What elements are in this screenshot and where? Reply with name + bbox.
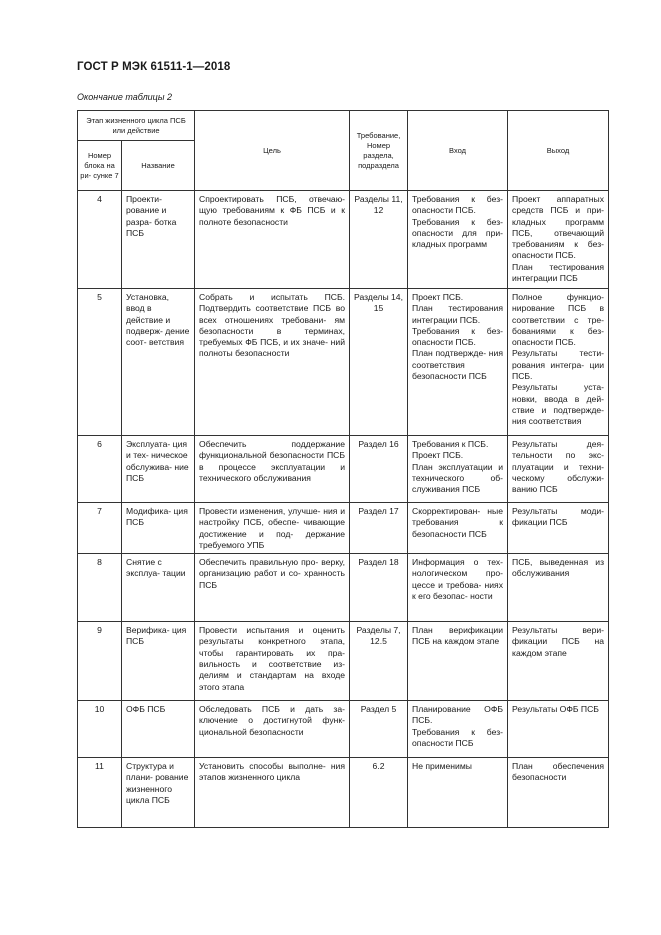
cell-input-line: Проект ПСБ. [412,450,464,461]
cell-requirement: Раздел 5 [350,701,408,758]
cell-goal: Спроектировать ПСБ, отвечаю- щую требованиям к ФБ ПСБ и к полноте безопасности [195,191,350,289]
cell-input [408,622,508,701]
table-row [78,191,609,289]
cell-output [508,758,609,828]
cell-output-line: Результаты тести- рования интегра- ции ПСБ. [512,348,605,382]
cell-output [508,503,609,554]
cell-goal: Обеспечить поддержание функциональной безопасности ПСБ в процессе эксплуатации и технического обслуживания [195,436,350,503]
cell-name: Модифика- ция ПСБ [122,503,195,554]
cell-name: ОФБ ПСБ [122,701,195,758]
cell-number: 5 [78,289,122,436]
cell-output-line: Результаты вери- фикации ПСБ на каждом этапе [512,625,605,658]
cell-output-line: Результаты моди- фикации ПСБ [512,506,605,528]
cell-output-line: Результаты ОФБ ПСБ [512,704,599,715]
table-row [78,554,609,622]
cell-output-line: Полное функцио- нирование ПСБ в соответствии с тре- бованиями к без- опасности ПСБ. [512,292,605,348]
header-name: Название [122,141,195,191]
cell-input-line: Не применимы [412,761,472,772]
cell-name: Снятие с эксплуа- тации [122,554,195,622]
cell-output [508,191,609,289]
cell-goal: Провести изменения, улучше- ния и настройку ПСБ, обеспе- чивающие достижение и под- держание требуемого УПБ [195,503,350,554]
cell-output-line: План обеспечения безопасности [512,761,605,783]
header-output: Выход [508,111,609,191]
cell-requirement: 6.2 [350,758,408,828]
lifecycle-table [77,110,609,828]
cell-input [408,701,508,758]
cell-input-line: Планирование ОФБ ПСБ. [412,704,504,726]
cell-output [508,622,609,701]
header-number: Номер блока на ри- сунке 7 [78,141,122,191]
cell-name: Структура и плани- рование жизненного цикла ПСБ [122,758,195,828]
cell-input-line: План тестирования интеграции ПСБ. [412,303,504,325]
cell-goal: Провести испытания и оценить результаты конкретного этапа, чтобы гарантировать их пра- вильность и соответствие из- делиям и стандартам на входе этого этапа [195,622,350,701]
cell-input [408,758,508,828]
cell-number: 9 [78,622,122,701]
cell-goal: Собрать и испытать ПСБ. Подтвердить соответствие ПСБ во всех отношениях требовани- ям безопасности в терминах, требуемых ФБ ПСБ, и их значе- ний полноты безопасности [195,289,350,436]
cell-goal: Установить способы выполне- ния этапов жизненного цикла [195,758,350,828]
cell-number: 6 [78,436,122,503]
cell-number: 8 [78,554,122,622]
cell-output [508,289,609,436]
cell-name: Эксплуата- ция и тех- ническое обслужива- ние ПСБ [122,436,195,503]
cell-goal: Обеспечить правильную про- верку, организацию работ и со- хранность ПСБ [195,554,350,622]
cell-input-line: Требования к без- опасности ПСБ [412,726,504,749]
cell-name: Верифика- ция ПСБ [122,622,195,701]
cell-input [408,554,508,622]
cell-input [408,191,508,289]
cell-output-line: Результаты дея- тельности по экс- плуатации и техни- ческому обслужи- ванию ПСБ [512,439,605,495]
cell-input [408,289,508,436]
cell-requirement: Раздел 17 [350,503,408,554]
cell-number: 11 [78,758,122,828]
cell-requirement: Раздел 18 [350,554,408,622]
cell-input [408,503,508,554]
cell-output-line: ПСБ, выведенная из обслуживания [512,557,605,579]
cell-requirement: Разделы 7, 12.5 [350,622,408,701]
cell-output-line: План тестирования интеграции ПСБ [512,261,605,284]
cell-name: Проекти- рование и разра- ботка ПСБ [122,191,195,289]
cell-input [408,436,508,503]
table-row [78,436,609,503]
header-input: Вход [408,111,508,191]
cell-input-line: Скорректирован- ные требования к безопасности ПСБ [412,506,504,539]
cell-input-line: Требования к без- опасности ПСБ. [412,194,504,216]
cell-input-line: Требования к без- опасности для при- кладных программ [412,216,504,250]
cell-number: 4 [78,191,122,289]
cell-goal: Обследовать ПСБ и дать за- ключение о достигнутой функ- циональной безопасности [195,701,350,758]
cell-input-line: Требования к ПСБ. [412,439,489,449]
cell-input-line: План верификации ПСБ на каждом этапе [412,625,504,647]
header-goal: Цель [195,111,350,191]
table-row [78,289,609,436]
table-row [78,503,609,554]
cell-input-line: План подтвержде- ния соответствия безопасности ПСБ [412,348,504,382]
header-requirement: Требование, Номер раздела, подраздела [350,111,408,191]
cell-requirement: Разделы 14, 15 [350,289,408,436]
cell-output [508,701,609,758]
cell-requirement: Разделы 11, 12 [350,191,408,289]
table-caption: Окончание таблицы 2 [77,92,172,102]
cell-output [508,554,609,622]
cell-name: Установка, ввод в действие и подверж- дение соот- ветствия [122,289,195,436]
cell-output-line: Проект аппаратных средств ПСБ и при- кладных программ ПСБ, отвечающий требованиям к без- опасности ПСБ. [512,194,605,261]
header-stage-group: Этап жизненного цикла ПСБ или действие [78,111,195,141]
cell-input-line: Информация о тех- нологическом про- цессе и требова- ниях к его безопас- ности [412,557,504,602]
cell-output [508,436,609,503]
document-title: ГОСТ Р МЭК 61511-1—2018 [77,61,231,73]
cell-input-line: План эксплуатации и технического об- служивания ПСБ [412,461,504,495]
table-row [78,622,609,701]
cell-number: 7 [78,503,122,554]
cell-input-line: Проект ПСБ. [412,292,464,302]
table-row [78,701,609,758]
table-row [78,758,609,828]
cell-input-line: Требования к без- опасности ПСБ. [412,325,504,348]
cell-output-line: Результаты уста- новки, ввода в дей- ствие и подтвержде- ния соответствия [512,382,605,427]
cell-requirement: Раздел 16 [350,436,408,503]
cell-number: 10 [78,701,122,758]
